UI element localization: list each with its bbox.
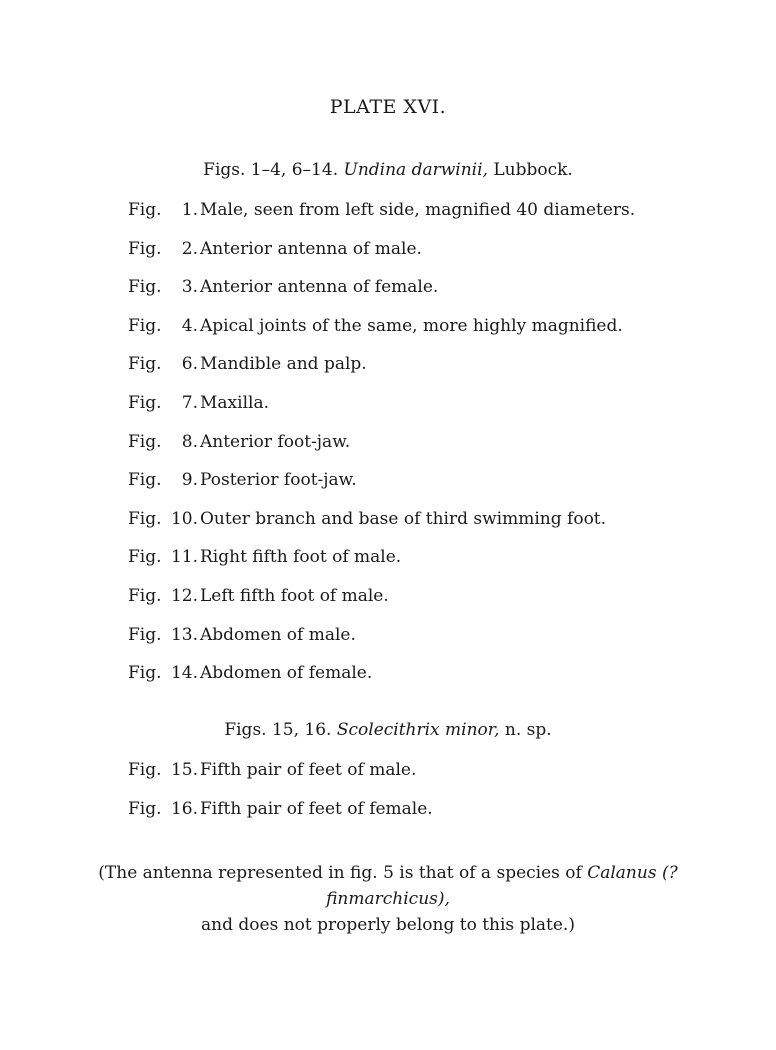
figure-entry: [128, 239, 635, 278]
figure-label: Fig.: [128, 624, 162, 645]
figure-number: 6.: [181, 354, 198, 375]
figure-label: Fig.: [128, 508, 162, 529]
figure-entry: [128, 432, 635, 471]
figure-description: Maxilla.: [200, 392, 269, 413]
species-name: Undina darwinii,: [343, 160, 488, 180]
species-name: Scolecithrix minor,: [336, 720, 500, 740]
figure-description: Anterior foot-jaw.: [200, 431, 351, 452]
figure-label: Fig.: [128, 663, 162, 684]
page-title: PLATE XVI.: [329, 96, 447, 118]
figure-number: 10.: [170, 508, 198, 529]
figure-label: Fig.: [128, 315, 162, 336]
figure-entry: [128, 509, 635, 548]
figure-label: Fig.: [128, 431, 162, 452]
figure-description: Abdomen of female.: [200, 663, 373, 684]
figure-entry: [128, 760, 433, 799]
figure-entry: [128, 316, 635, 355]
figure-entry: [128, 277, 635, 316]
figure-list-undina: [128, 200, 635, 702]
figure-label: Fig.: [128, 392, 162, 413]
figure-entry: [128, 354, 635, 393]
figure-description: Fifth pair of feet of male.: [200, 760, 417, 780]
footnote-line-1: [40, 860, 736, 912]
footnote: [40, 860, 736, 938]
figure-number: 13.: [170, 624, 198, 645]
figure-number: 15.: [170, 760, 198, 780]
footnote-line-2: and does not properly belong to this plate.): [201, 915, 575, 935]
footnote-species: (?finmarchicus),: [326, 863, 678, 909]
figure-entry: [128, 547, 635, 586]
figure-number: 2.: [181, 238, 198, 259]
figure-entry: [128, 799, 433, 838]
footnote-genus: Calanus: [587, 863, 657, 883]
figure-label: Fig.: [128, 798, 162, 819]
figure-number: 11.: [170, 547, 198, 568]
figure-number: 7.: [181, 392, 198, 413]
species-author: Lubbock.: [493, 160, 573, 180]
figure-entry: [128, 586, 635, 625]
figure-number: 14.: [170, 663, 198, 684]
figure-description: Apical joints of the same, more highly magnified.: [200, 315, 623, 336]
figure-entry: [128, 470, 635, 509]
figure-description: Abdomen of male.: [200, 624, 356, 645]
group-heading-prefix: Figs. 1–4, 6–14.: [203, 160, 339, 180]
group-heading-scolecithrix: [0, 720, 776, 740]
figure-number: 16.: [170, 798, 198, 819]
figure-description: Male, seen from left side, magnified 40 diameters.: [200, 200, 636, 220]
figure-label: Fig.: [128, 760, 162, 780]
figure-label: Fig.: [128, 547, 162, 568]
figure-entry: [128, 663, 635, 702]
figure-entry: [128, 200, 635, 239]
figure-description: Fifth pair of feet of female.: [200, 798, 433, 819]
figure-description: Posterior foot-jaw.: [200, 470, 357, 491]
figure-label: Fig.: [128, 354, 162, 375]
figure-description: Anterior antenna of female.: [200, 277, 439, 298]
figure-number: 1.: [181, 200, 198, 220]
footnote-text: (The antenna represented in fig. 5 is that of a species of: [98, 863, 582, 883]
figure-description: Anterior antenna of male.: [200, 238, 422, 259]
figure-number: 8.: [181, 431, 198, 452]
figure-number: 4.: [181, 315, 198, 336]
figure-number: 3.: [181, 277, 198, 298]
figure-list-scolecithrix: [128, 760, 433, 837]
figure-description: Mandible and palp.: [200, 354, 367, 375]
figure-label: Fig.: [128, 238, 162, 259]
figure-description: Outer branch and base of third swimming foot.: [200, 508, 607, 529]
figure-entry: [128, 393, 635, 432]
figure-label: Fig.: [128, 200, 162, 220]
figure-label: Fig.: [128, 470, 162, 491]
group-heading-prefix: Figs. 15, 16.: [224, 720, 332, 740]
figure-description: Right fifth foot of male.: [200, 547, 402, 568]
species-author: n. sp.: [504, 720, 552, 740]
figure-entry: [128, 625, 635, 664]
figure-number: 12.: [170, 585, 198, 606]
figure-label: Fig.: [128, 585, 162, 606]
figure-number: 9.: [181, 470, 198, 491]
figure-label: Fig.: [128, 277, 162, 298]
group-heading-undina: [0, 160, 776, 180]
figure-description: Left fifth foot of male.: [200, 585, 389, 606]
